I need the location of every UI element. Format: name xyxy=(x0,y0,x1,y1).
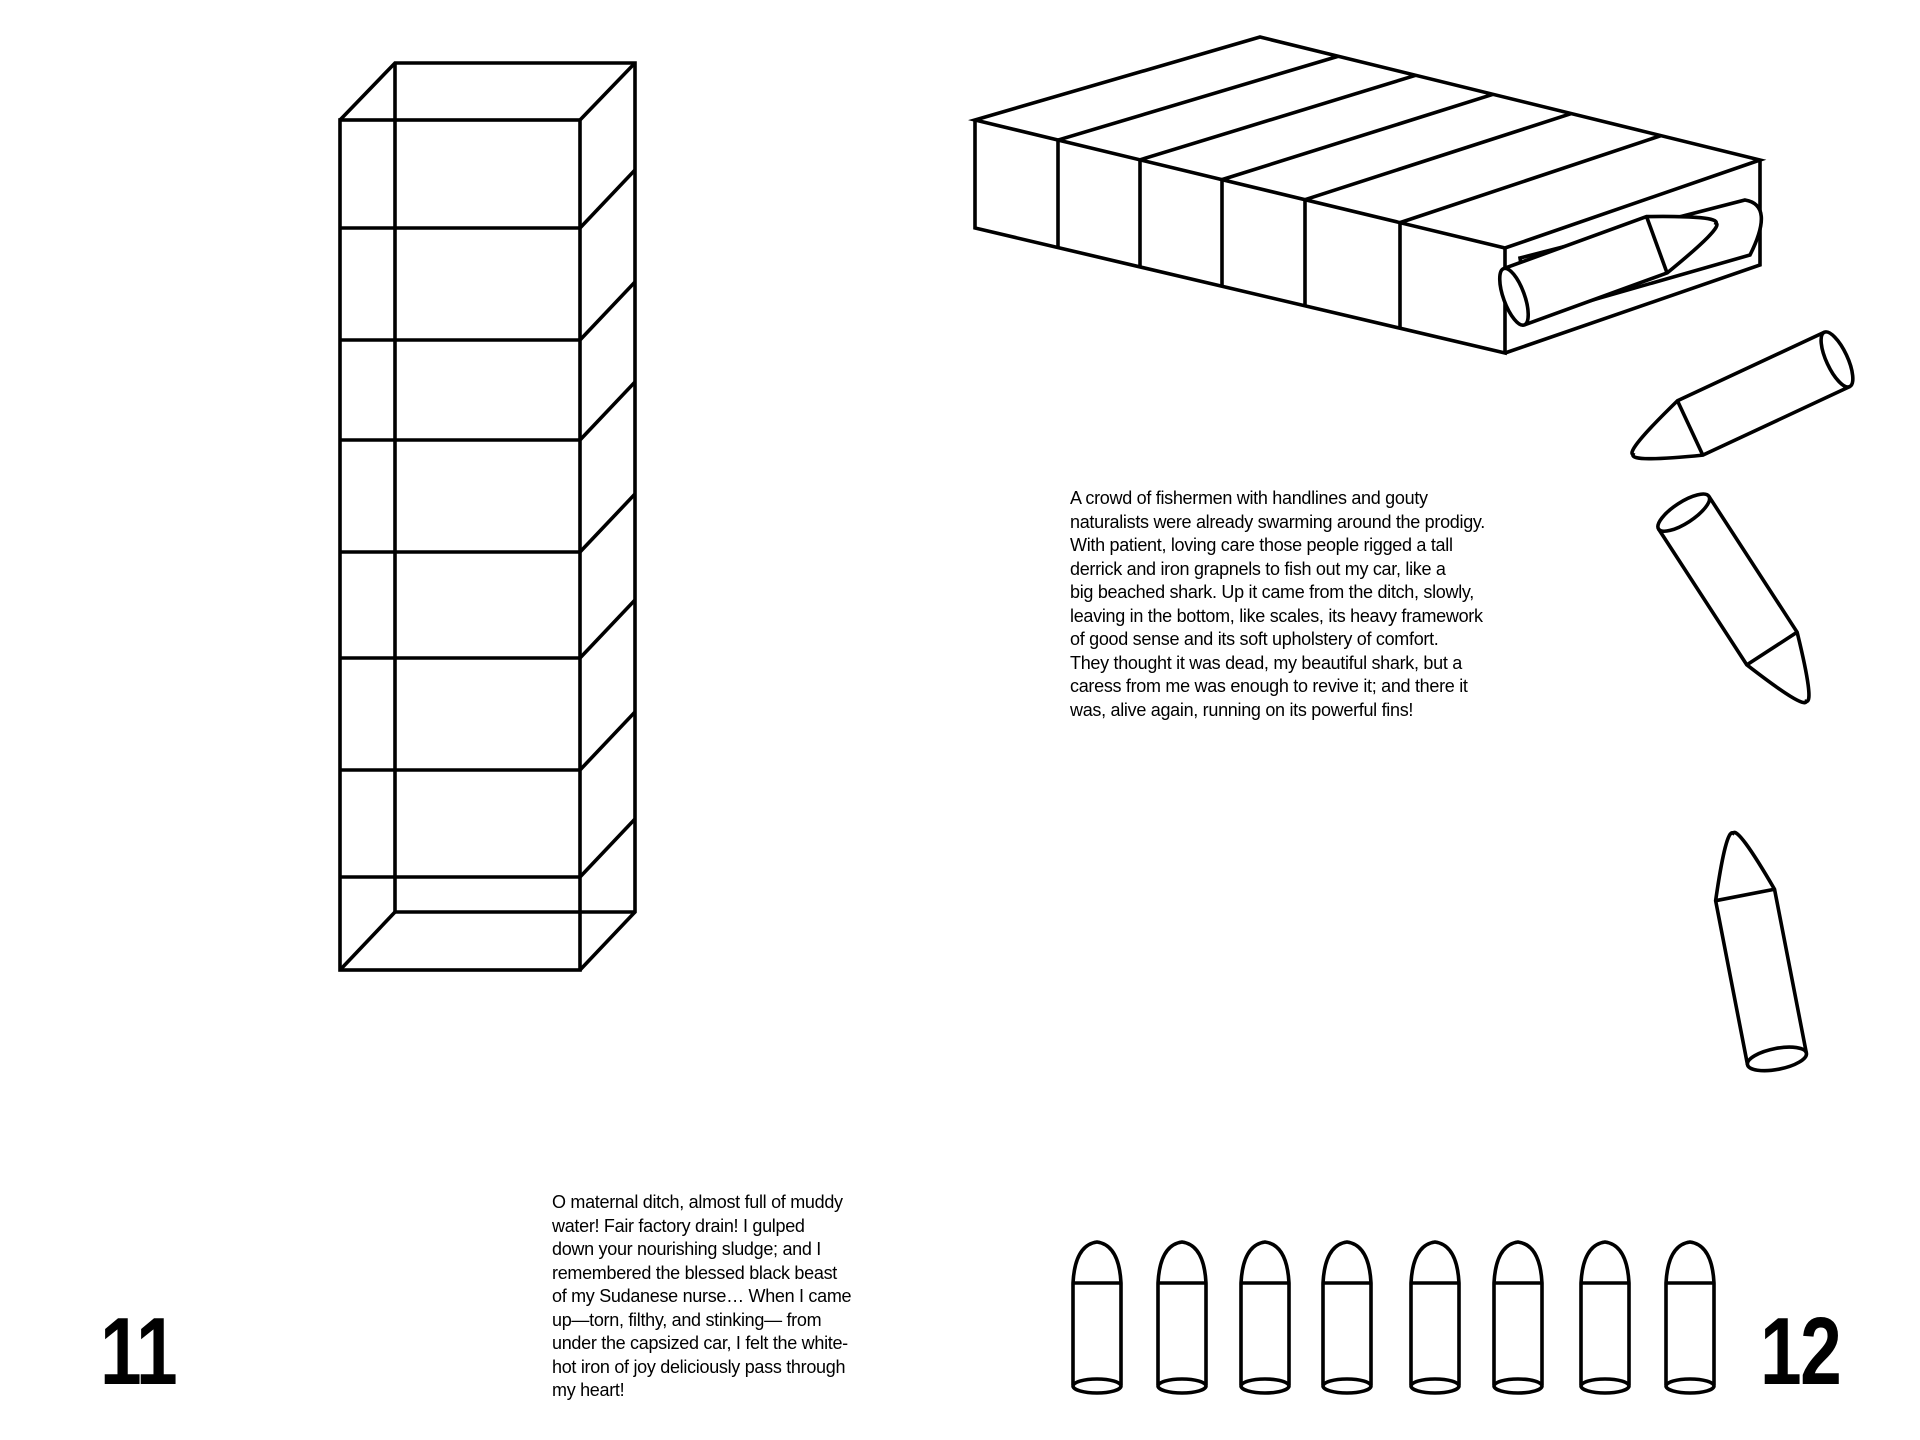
shelf-side-7 xyxy=(580,819,635,877)
crayon-icon-loose-3 xyxy=(1704,827,1809,1075)
crayon-row-end-cap-7 xyxy=(1581,1379,1629,1393)
crayon-row-end-cap-6 xyxy=(1494,1379,1542,1393)
shelf-side-5 xyxy=(580,600,635,658)
box-top-slat-4 xyxy=(1305,114,1571,200)
top-right-diagonal xyxy=(580,63,635,120)
crayon-box-front xyxy=(975,120,1505,353)
crayon-row-end-cap-5 xyxy=(1411,1379,1459,1393)
left-page-paragraph: O maternal ditch, almost full of muddy water! Fair factory drain! I gulped down your nourishing sludge; and I remembered the blessed black beast of my Sudanese nurse… When I came up—torn, filthy, and stinking— from under the capsized car, I felt the white- hot iron of joy deliciously pass through my heart! xyxy=(552,1192,852,1400)
front-frame xyxy=(340,120,580,970)
shelf-side-1 xyxy=(580,170,635,228)
crayon-icon-loose-1-body xyxy=(1620,332,1850,482)
crayon-icon-loose-1 xyxy=(1620,328,1859,482)
crayon-icon-row-8 xyxy=(1666,1242,1714,1393)
crayon-row-body-1 xyxy=(1073,1242,1121,1385)
back-right-edges xyxy=(340,63,635,970)
crayon-row-body-7 xyxy=(1581,1242,1629,1385)
box-top-slat-2 xyxy=(1140,75,1416,160)
crayon-icon-row-6 xyxy=(1494,1242,1542,1393)
wireframe-stacked-box-icon xyxy=(340,63,635,970)
shelf-side-2 xyxy=(580,282,635,340)
crayon-row-end-cap-3 xyxy=(1241,1379,1289,1393)
crayon-icon-loose-2 xyxy=(1653,488,1832,719)
crayon-row-end-cap-4 xyxy=(1323,1379,1371,1393)
box-top-slat-3 xyxy=(1222,94,1493,179)
bottom-left-diagonal xyxy=(340,912,395,970)
crayon-row-end-cap-1 xyxy=(1073,1379,1121,1393)
crayon-row-end-cap-2 xyxy=(1158,1379,1206,1393)
crayon-row-body-4 xyxy=(1323,1242,1371,1385)
crayon-icon-loose-2-body xyxy=(1659,496,1832,718)
crayon-icon-row-7 xyxy=(1581,1242,1629,1393)
box-shelves xyxy=(340,170,635,877)
shelf-side-3 xyxy=(580,382,635,440)
shelf-side-6 xyxy=(580,712,635,770)
crayons xyxy=(1073,195,1859,1393)
crayon-icon-row-2 xyxy=(1158,1242,1206,1393)
crayon-row-body-5 xyxy=(1411,1242,1459,1385)
crayon-row-body-3 xyxy=(1241,1242,1289,1385)
box-top-slat-1 xyxy=(1058,56,1338,140)
crayon-row-body-6 xyxy=(1494,1242,1542,1385)
crayon-icon-loose-3-body xyxy=(1704,827,1807,1065)
crayon-box-icon xyxy=(975,37,1761,353)
crayon-icon-row-5 xyxy=(1411,1242,1459,1393)
crayon-row-body-8 xyxy=(1666,1242,1714,1385)
crayon-row-body-2 xyxy=(1158,1242,1206,1385)
crayon-icon-row-1 xyxy=(1073,1242,1121,1393)
page-number-left: 11 xyxy=(100,1298,177,1405)
crayon-icon-row-3 xyxy=(1241,1242,1289,1393)
page-number-right: 12 xyxy=(1760,1298,1841,1405)
crayon-row-end-cap-8 xyxy=(1666,1379,1714,1393)
right-page-paragraph: A crowd of fishermen with handlines and gouty naturalists were already swarming around the prodigy. With patient, loving care those people rigged a tall derrick and iron grapnels to fish out my car, like a big beached shark. Up it came from the ditch, slowly, leaving in the bottom, like scales, its heavy framework of good sense and its soft upholstery of comfort. They thought it was dead, my beautiful shark, but a caress from me was enough to revive it; and there it was, alive again, running on its powerful fins! xyxy=(1070,488,1485,720)
shelf-side-4 xyxy=(580,494,635,552)
crayon-icon-row-4 xyxy=(1323,1242,1371,1393)
